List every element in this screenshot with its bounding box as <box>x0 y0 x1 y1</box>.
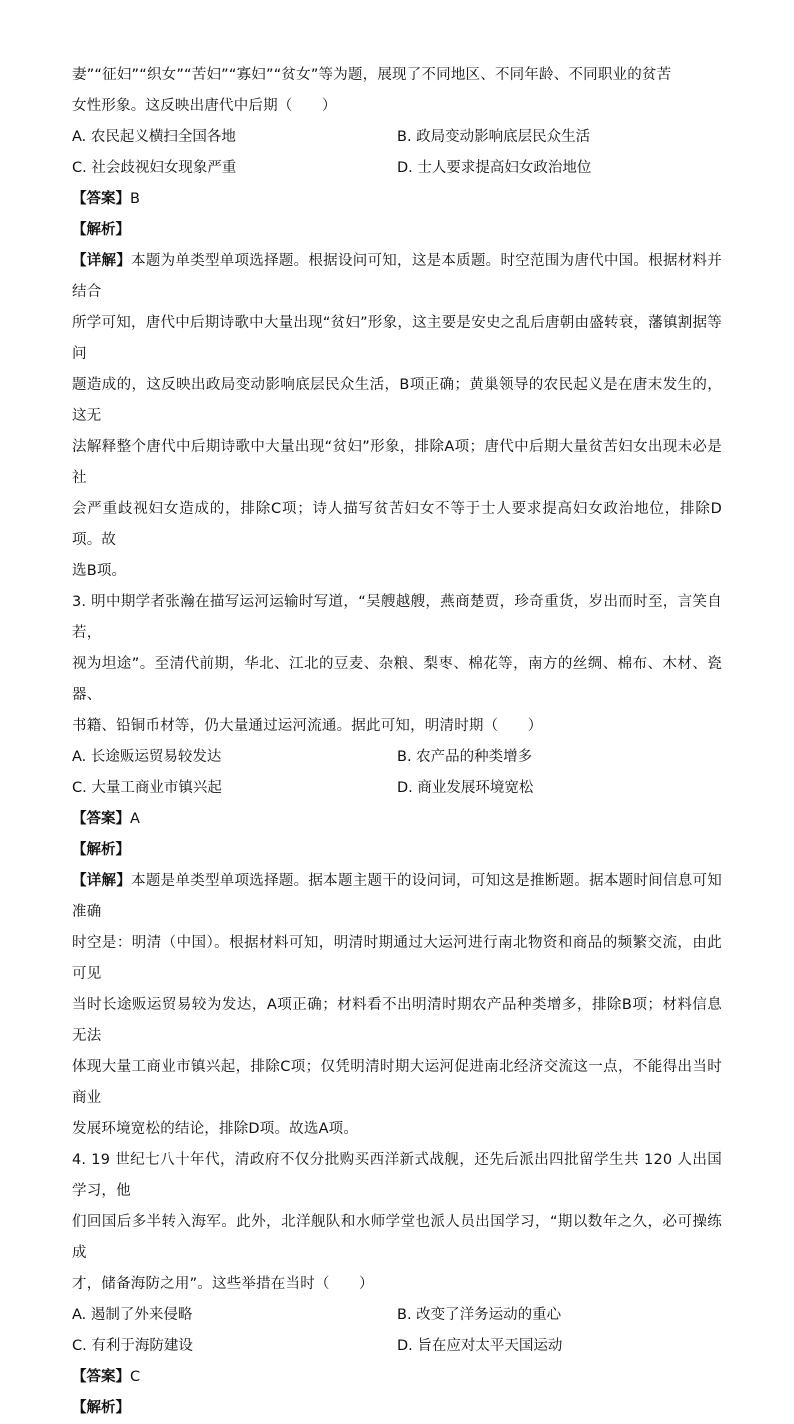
answer-tag: 【答案】 <box>72 1369 130 1385</box>
q4-stem-line-3: 才，储备海防之用”。这些举措在当时（ ） <box>72 1276 374 1292</box>
question-2 <box>72 60 722 587</box>
q4-option-b: B. 改变了洋务运动的重心 <box>397 1307 562 1323</box>
q2-answer <box>72 184 722 215</box>
analysis-tag: 【解析】 <box>72 222 130 238</box>
q3-stem-line-2: 视为坦途”。至清代前期，华北、江北的豆麦、杂粮、梨枣、棉花等，南方的丝绸、棉布、木材、瓷器、 <box>72 656 722 703</box>
q3-detail-line-4: 体现大量工商业市镇兴起，排除C项；仅凭明清时期大运河促进南北经济交流这一点，不能得出当时商业 <box>72 1059 722 1106</box>
q2-option-d: D. 士人要求提高妇女政治地位 <box>397 160 592 176</box>
q2-stem-line-1: 妻”“征妇”“织女”“苦妇”“寡妇”“贫女”等为题，展现了不同地区、不同年龄、不同职业的贫苦 <box>72 67 672 83</box>
q3-stem-line-1: 3. 明中期学者张瀚在描写运河运输时写道，“吴艘越艘，燕商楚贾，珍奇重货，岁出而时至，言笑自若， <box>72 594 722 641</box>
q3-options <box>72 742 722 804</box>
q2-option-c: C. 社会歧视妇女现象严重 <box>72 160 237 176</box>
q2-detail-line-1: 【详解】本题为单类型单项选择题。根据设问可知，这是本质题。时空范围为唐代中国。根据材料并结合 <box>72 253 722 300</box>
q2-detail <box>72 246 722 587</box>
analysis-tag: 【解析】 <box>72 842 130 858</box>
q4-analysis-heading <box>72 1393 722 1424</box>
q2-detail-line-3: 题造成的，这反映出政局变动影响底层民众生活，B项正确；黄巢领导的农民起义是在唐末发生的，这无 <box>72 377 722 424</box>
q3-detail <box>72 866 722 1145</box>
q2-option-a: A. 农民起义横扫全国各地 <box>72 129 236 145</box>
q4-option-c: C. 有利于海防建设 <box>72 1338 193 1354</box>
q3-option-a: A. 长途贩运贸易较发达 <box>72 749 222 765</box>
answer-value: B <box>130 191 140 207</box>
q3-analysis-heading <box>72 835 722 866</box>
q4-answer <box>72 1362 722 1393</box>
q2-stem-line-2: 女性形象。这反映出唐代中后期（ ） <box>72 98 337 114</box>
q3-option-b: B. 农产品的种类增多 <box>397 749 533 765</box>
q4-option-a: A. 遏制了外来侵略 <box>72 1307 193 1323</box>
q3-answer <box>72 804 722 835</box>
q4-stem-line-2: 们回国后多半转入海军。此外，北洋舰队和水师学堂也派人员出国学习，“期以数年之久，必可操练成 <box>72 1214 722 1261</box>
q4-options <box>72 1300 722 1362</box>
answer-value: A <box>130 811 140 827</box>
q3-option-c: C. 大量工商业市镇兴起 <box>72 780 222 796</box>
q3-detail-line-2: 时空是：明清（中国）。根据材料可知，明清时期通过大运河进行南北物资和商品的频繁交流，由此可见 <box>72 935 722 982</box>
q2-detail-line-4: 法解释整个唐代中后期诗歌中大量出现“贫妇”形象，排除A项；唐代中后期大量贫苦妇女出现未必是社 <box>72 439 722 486</box>
q2-options <box>72 122 722 184</box>
q4-stem-line-1: 4. 19 世纪七八十年代，清政府不仅分批购买西洋新式战舰，还先后派出四批留学生共 120 人出国学习，他 <box>72 1152 722 1199</box>
q3-option-d: D. 商业发展环境宽松 <box>397 780 534 796</box>
q3-detail-line-3: 当时长途贩运贸易较为发达，A项正确；材料看不出明清时期农产品种类增多，排除B项；材料信息无法 <box>72 997 722 1044</box>
q3-detail-line-5: 发展环境宽松的结论，排除D项。故选A项。 <box>72 1121 359 1137</box>
q2-option-b: B. 政局变动影响底层民众生活 <box>397 129 591 145</box>
q2-detail-line-5: 会严重歧视妇女造成的，排除C项；诗人描写贫苦妇女不等于士人要求提高妇女政治地位，排除D项。故 <box>72 501 722 548</box>
document-page <box>72 60 722 1424</box>
question-4 <box>72 1145 722 1424</box>
answer-tag: 【答案】 <box>72 191 130 207</box>
q3-stem-line-3: 书籍、铅铜币材等，仍大量通过运河流通。据此可知，明清时期（ ） <box>72 718 543 734</box>
question-3 <box>72 587 722 1145</box>
q2-detail-line-6: 选B项。 <box>72 563 127 579</box>
detail-tag: 【详解】 <box>72 253 132 269</box>
q2-analysis-heading <box>72 215 722 246</box>
q2-detail-line-2: 所学可知，唐代中后期诗歌中大量出现“贫妇”形象，这主要是安史之乱后唐朝由盛转衰，藩镇割据等问 <box>72 315 722 362</box>
detail-tag: 【详解】 <box>72 873 132 889</box>
answer-tag: 【答案】 <box>72 811 130 827</box>
q4-option-d: D. 旨在应对太平天国运动 <box>397 1338 563 1354</box>
q3-detail-line-1: 【详解】本题是单类型单项选择题。据本题主题干的设问词，可知这是推断题。据本题时间信息可知准确 <box>72 873 722 920</box>
analysis-tag: 【解析】 <box>72 1400 130 1416</box>
answer-value: C <box>130 1369 141 1385</box>
